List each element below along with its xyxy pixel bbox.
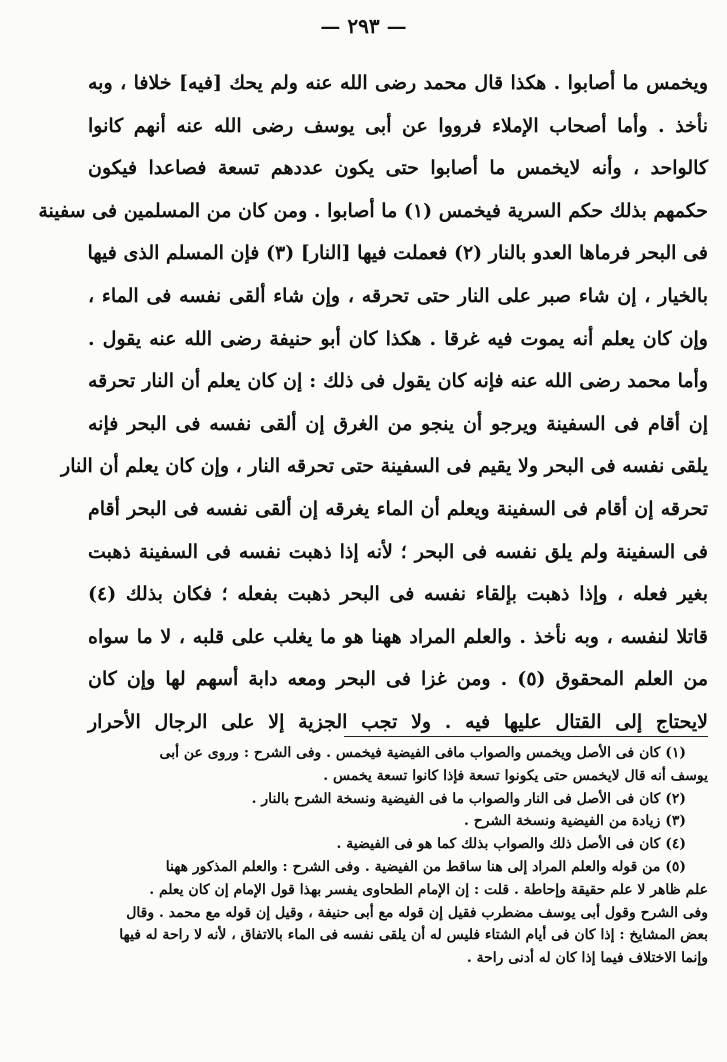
footnote-line: وإنما الاختلاف فيما إذا كان له أدنى راحة . (466, 950, 708, 967)
footnote-line: وفى الشرح وقول أبى يوسف مضطرب فقيل إن قوله مع أبى حنيفة ، وقيل إن قوله مع محمد . وقال (126, 904, 708, 921)
footnote-line: يوسف أنه قال لايخمس حتى يكونوا تسعة فإذا كانوا تسعة يخمس . (323, 767, 708, 784)
body-line: كالواحد ، وأنه لايخمس ما أصابوا حتى يكون عددهم تسعة فصاعدا فيكون (88, 157, 708, 180)
body-line: لايحتاج إلى القتال عليها فيه . ولا تجب الجزية إلا على الرجال الأحرار (88, 710, 708, 733)
footnotes (88, 742, 708, 970)
body-line: بالخيار ، إن شاء صبر على النار حتى تحرقه ، وإن شاء ألقى نفسه فى الماء ، (88, 284, 708, 307)
body-line: تحرقه إن أقام فى السفينة ويعلم أن الماء يغرقه إن ألقى نفسه فى البحر أقام (88, 497, 708, 520)
main-text (38, 62, 708, 744)
footnote-line: (٣) زيادة من الفيضية ونسخة الشرح . (464, 813, 686, 830)
body-line: حكمهم بذلك حكم السرية فيخمس (١) ما أصابوا . ومن كان من المسلمين فى سفينة (38, 199, 708, 222)
body-line: قاتلا لنفسه ، وبه نأخذ . والعلم المراد ههنا هو ما يغلب على قلبه ، لا ما سواه (88, 625, 708, 648)
body-line: وإن كان يعلم أنه يموت فيه غرقا . هكذا كان أبو حنيفة رضى الله عنه يقول . (88, 327, 708, 350)
footnote-line: (٢) كان فى الأصل فى النار والصواب ما فى الفيضية ونسخة الشرح بالنار . (251, 790, 686, 807)
footnote-line: (٤) كان فى الأصل ذلك والصواب بذلك كما هو فى الفيضية . (336, 836, 686, 853)
body-line: فى البحر فرماها العدو بالنار (٢) فعملت فيها [النار] (٣) فإن المسلم الذى فيها (87, 242, 708, 265)
body-line: وأما محمد رضى الله عنه فإنه كان يقول فى ذلك : إن كان يعلم أن النار تحرقه (88, 370, 708, 393)
body-line: من العلم المحقوق (٥) . ومن غزا فى البحر ومعه دابة أسهم لها وإن كان (88, 668, 708, 691)
page-number: — ٢٩٣ — (320, 14, 407, 38)
footnote-line: (٥) من قوله والعلم المراد إلى هنا ساقط من الفيضية . وفى الشرح : والعلم المذكور ههنا (165, 858, 686, 875)
body-line: فى السفينة ولم يلق نفسه فى البحر ؛ لأنه إذا ذهبت نفسه فى السفينة ذهبت (88, 540, 708, 563)
footnote-separator (344, 736, 708, 737)
footnote-line: بعض المشايخ : إذا كان فى أيام الشتاء فليس له أن يلقى نفسه فى الماء بالاتفاق ، لأنه لا راحة له فيها (119, 927, 708, 944)
footnote-line: علم ظاهر لا علم حقيقة وإحاطة . قلت : إن الإمام الطحاوى يفسر بهذا قول الإمام إن كان يعلم . (149, 881, 708, 898)
body-line: بغير فعله ، وإذا ذهبت بإلقاء نفسه فى البحر ذهبت بفعله ؛ فكان بذلك (٤) (88, 583, 708, 606)
body-line: يلقى نفسه فى البحر ولا يقيم فى السفينة حتى تحرقه النار ، وإن كان يعلم أن النار (61, 455, 708, 478)
body-line: نأخذ . وأما أصحاب الإملاء فرووا عن أبى يوسف رضى الله عنه أنهم كانوا (88, 114, 708, 137)
footnote-line: (١) كان فى الأصل ويخمس والصواب مافى الفيضية فيخمس . وفى الشرح : وروى عن أبى (159, 745, 686, 761)
body-line: ويخمس ما أصابوا . هكذا قال محمد رضى الله عنه ولم يحك [فيه] خلافا ، وبه (88, 72, 708, 94)
body-line: إن أقام فى السفينة ويرجو أن ينجو من الغرق إن ألقى نفسه فى البحر فإنه (88, 412, 708, 435)
